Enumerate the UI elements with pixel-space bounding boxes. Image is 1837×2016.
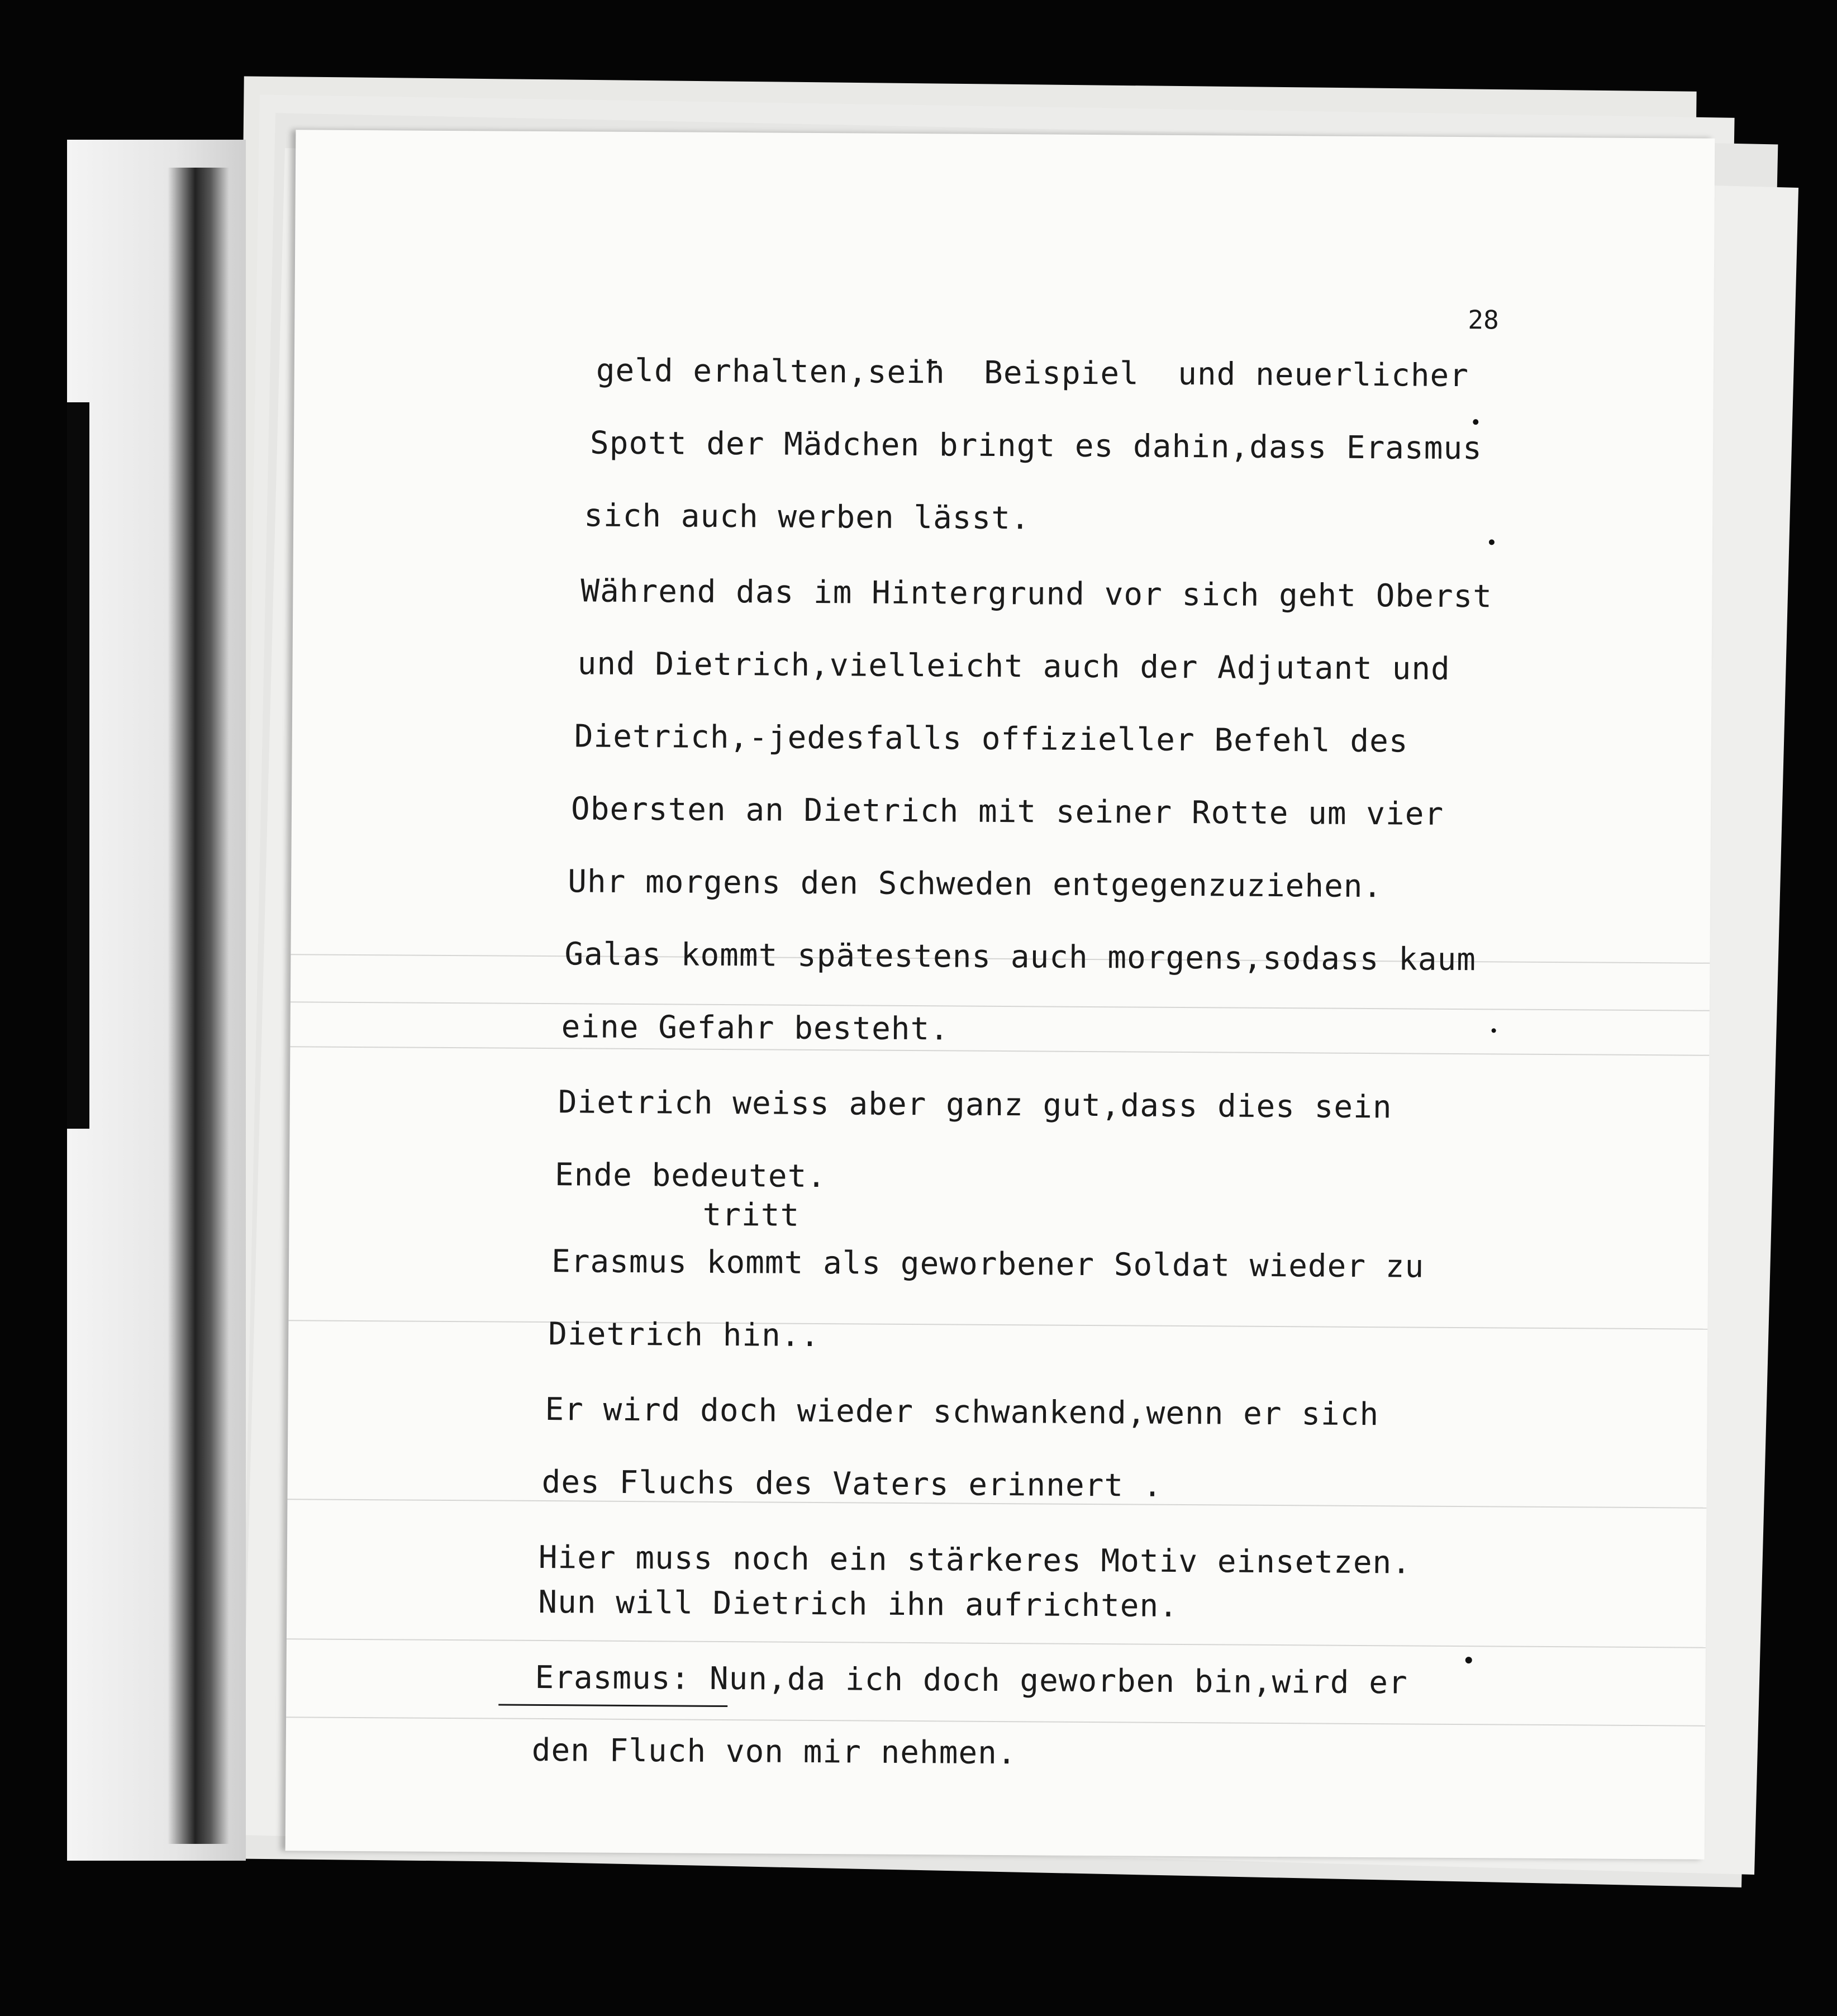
text-line: Uhr morgens den Schweden entgegenzuziehen. — [568, 863, 1383, 905]
text-line: Dietrich,-jedesfalls offizieller Befehl des — [574, 718, 1408, 760]
faint-rule — [286, 1717, 1705, 1727]
text-line: Dietrich hin.. — [548, 1316, 820, 1354]
text-line: Obersten an Dietrich mit seiner Rotte um vier — [570, 791, 1444, 833]
text-line: Ende bedeutet. — [554, 1157, 827, 1195]
faint-rule — [288, 1320, 1707, 1330]
text-line: den Fluch von mir nehmen. — [531, 1732, 1017, 1772]
text-line: Dietrich weiss aber ganz gut,dass dies sein — [558, 1084, 1392, 1126]
text-line: geld erhalten,seiħ Beispiel und neuerlicher — [596, 352, 1469, 394]
text-line: und Dietrich,vielleicht auch der Adjutant und — [577, 645, 1450, 687]
binding-shadow — [168, 168, 229, 1844]
ink-dot — [1492, 1028, 1496, 1033]
text-line: Hier muss noch ein stärkeres Motiv einsetzen. — [538, 1539, 1412, 1581]
speaker-label: Erasmus: — [535, 1659, 691, 1697]
text-line: Während das im Hintergrund vor sich geht Oberst — [580, 573, 1493, 615]
speaker-underline — [498, 1704, 727, 1708]
faint-rule — [287, 1638, 1706, 1648]
handwritten-correction: tritt — [702, 1196, 800, 1234]
speech-text: Nun,da ich doch geworben bin,wird er — [690, 1660, 1408, 1701]
faint-rule — [290, 1046, 1709, 1056]
text-line: Er wird doch wieder schwankend,wenn er sich — [545, 1391, 1379, 1433]
ink-dot — [1489, 539, 1495, 545]
text-line: Nun will Dietrich ihn aufrichten. — [538, 1584, 1179, 1624]
text-line: eine Gefahr besteht. — [561, 1009, 950, 1048]
ink-dot — [1465, 1657, 1472, 1663]
typed-page — [285, 130, 1715, 1859]
binding-shadow — [67, 402, 89, 1129]
text-line: Erasmus kommt als geworbener Soldat wieder zu — [551, 1243, 1425, 1285]
text-line: Galas kommt spätestens auch morgens,sodass kaum — [564, 936, 1477, 978]
page-number: 28 — [1468, 305, 1499, 335]
text-line: Spott der Mädchen bringt es dahin,dass Erasmus — [589, 425, 1483, 467]
dialogue-line — [535, 1660, 1408, 1701]
text-line: sich auch werben lässt. — [584, 497, 1030, 537]
faint-rule — [291, 1001, 1710, 1011]
text-line: des Fluchs des Vaters erinnert . — [541, 1464, 1163, 1504]
ink-dot — [1473, 419, 1478, 425]
